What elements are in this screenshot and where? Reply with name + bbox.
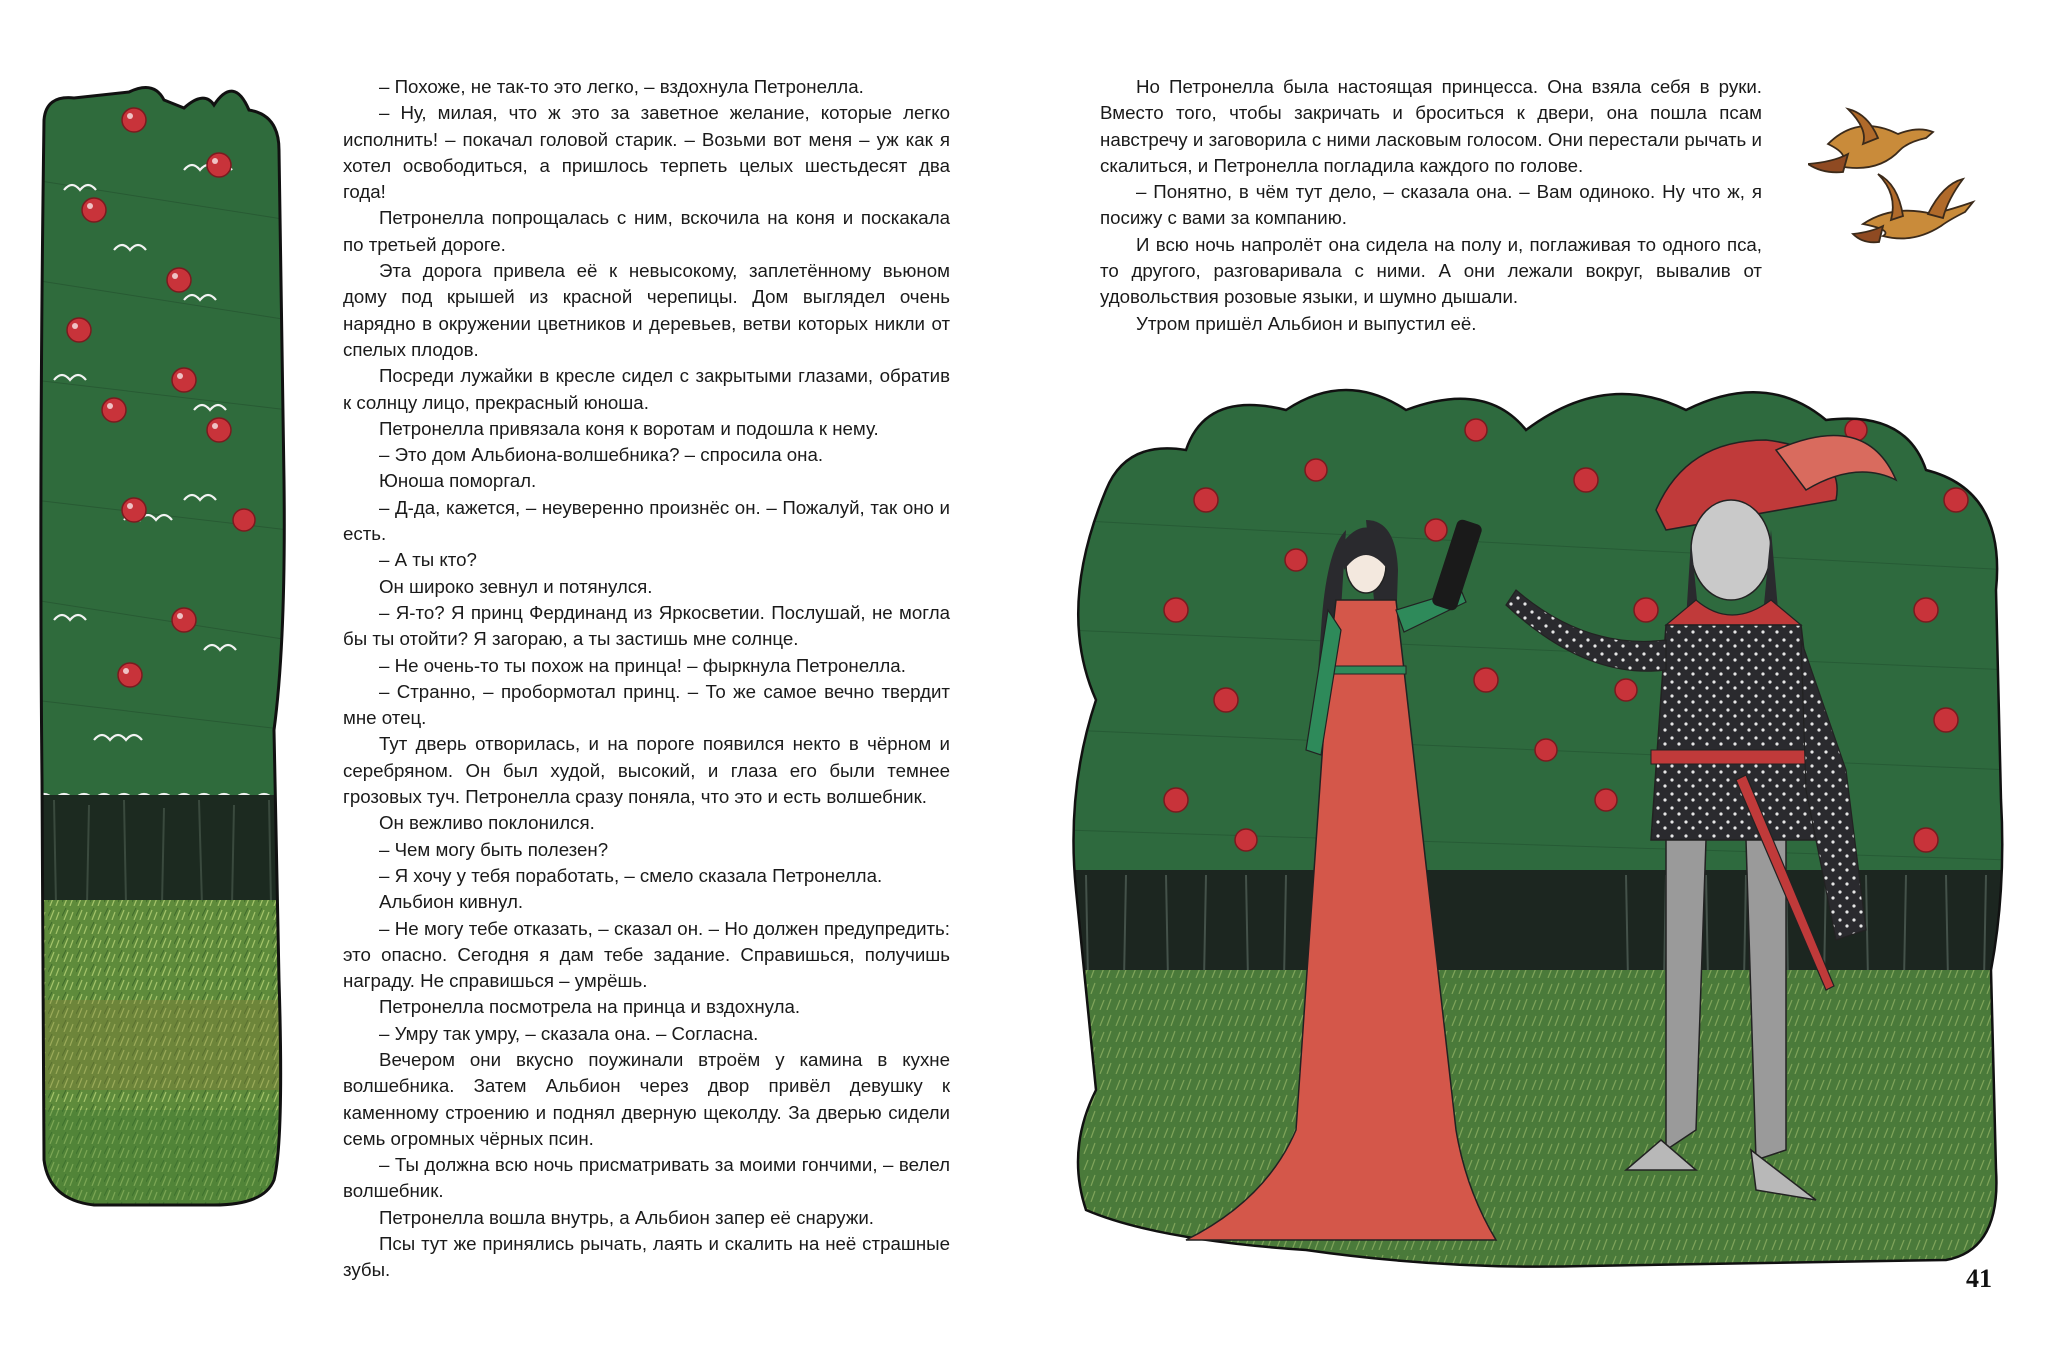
left-paragraph: Петронелла привязала коня к воротам и подошла к нему. <box>379 417 879 439</box>
page-number: 41 <box>1966 1264 1992 1293</box>
left-paragraph: Псы тут же принялись рычать, лаять и скалить на неё страшные зубы. <box>343 1233 950 1281</box>
right-paragraph: И всю ночь напролёт она сидела на полу и, поглаживая то одного пса, то другого, разговаривала с ними. А они лежали вокруг, вывалив от удовольствия розовые языки, и шумно дышали. <box>1100 233 1762 308</box>
left-paragraph: – Чем могу быть полезен? <box>379 838 609 860</box>
left-paragraph: Петронелла попрощалась с ним, вскочила на коня и поскакала по третьей дороге. <box>343 207 950 255</box>
left-paragraph: – Ты должна всю ночь присматривать за моими гончими, – велел волшебник. <box>343 1154 950 1202</box>
right-paragraph: Но Петронелла была настоящая принцесса. Она взяла себя в руки. Вместо того, чтобы закричать и броситься к двери, она пошла псам навстречу и заговорила с ними ласковым голосом. Они перестали рычать и скалиться, и Петронелла погладила каждого по голове. <box>1100 76 1762 176</box>
left-paragraph: – Не очень-то ты похож на принца! – фыркнула Петронелла. <box>379 654 906 676</box>
left-paragraph: Эта дорога привела её к невысокому, заплетённому вьюном дому под крышей из красной черепицы. Дом выглядел очень нарядно в окружении цветников и деревьев, ветви которых никли от спелых плодов. <box>343 260 950 360</box>
right-paragraph: Утром пришёл Альбион и выпустил её. <box>1136 312 1477 334</box>
two-birds-illustration <box>1808 104 1998 244</box>
left-paragraph: – Умру так умру, – сказала она. – Согласна. <box>379 1022 759 1044</box>
left-paragraph: – Похоже, не так-то это легко, – вздохнула Петронелла. <box>379 76 864 97</box>
right-page-text <box>1100 74 1762 337</box>
left-paragraph: Он широко зевнул и потянулся. <box>379 575 653 597</box>
left-paragraph: – Я-то? Я принц Фердинанд из Яркосветии. Послушай, не могла бы ты отойти? Я загораю, а ты застишь мне солнце. <box>343 601 950 650</box>
bird-icon <box>1853 174 1973 242</box>
left-paragraph: – А ты кто? <box>379 549 477 571</box>
left-paragraph: Тут дверь отворилась, и на пороге появился некто в чёрном и серебряном. Он был худой, высокий, и глаза его были темнее грозовых туч. Петронелла сразу поняла, что это и есть волшебник. <box>343 733 950 808</box>
left-paragraph: Петронелла вошла внутрь, а Альбион запер её снаружи. <box>379 1206 874 1228</box>
left-paragraph: – Это дом Альбиона-волшебника? – спросила она. <box>379 444 824 466</box>
left-paragraph: – Ну, милая, что ж это за заветное желание, которые легко исполнить! – покачал головой старик. – Возьми вот меня – уж как я хотел освободиться, а пришлось терпеть целых шестьдесят два года! <box>343 102 950 203</box>
left-page-text <box>343 74 950 1284</box>
left-paragraph: Петронелла посмотрела на принца и вздохнула. <box>379 996 801 1018</box>
bird-icon <box>1808 109 1933 172</box>
left-paragraph: – Не могу тебе отказать, – сказал он. – Но должен предупредить: это опасно. Сегодня я дам тебе задание. Справишься, получишь награду. Не справишься – умрёшь. <box>343 917 950 992</box>
left-paragraph: – Странно, – пробормотал принц. – То же самое вечно твердит мне отец. <box>343 680 950 729</box>
left-paragraph: Юноша поморгал. <box>379 470 537 492</box>
left-paragraph: Альбион кивнул. <box>379 891 524 913</box>
princess-and-wizard-illustration <box>1066 370 2012 1276</box>
left-paragraph: Посреди лужайки в кресле сидел с закрытыми глазами, обратив к солнцу лицо, прекрасный юноша. <box>343 365 950 413</box>
left-paragraph: – Я хочу у тебя поработать, – смело сказала Петронелла. <box>379 864 883 886</box>
left-paragraph: Вечером они вкусно поужинали втроём у камина в кухне волшебника. Затем Альбион через двор привёл девушку к каменному строению и поднял дверную щеколду. За дверью сидели семь огромных чёрных псин. <box>343 1048 950 1149</box>
left-paragraph: Он вежливо поклонился. <box>379 812 595 834</box>
right-paragraph: – Понятно, в чём тут дело, – сказала она. – Вам одиноко. Ну что ж, я посижу с вами за компанию. <box>1100 181 1762 229</box>
apple-tree-column-illustration <box>34 80 289 1210</box>
left-paragraph: – Д-да, кажется, – неуверенно произнёс он. – Пожалуй, так оно и есть. <box>343 496 950 545</box>
